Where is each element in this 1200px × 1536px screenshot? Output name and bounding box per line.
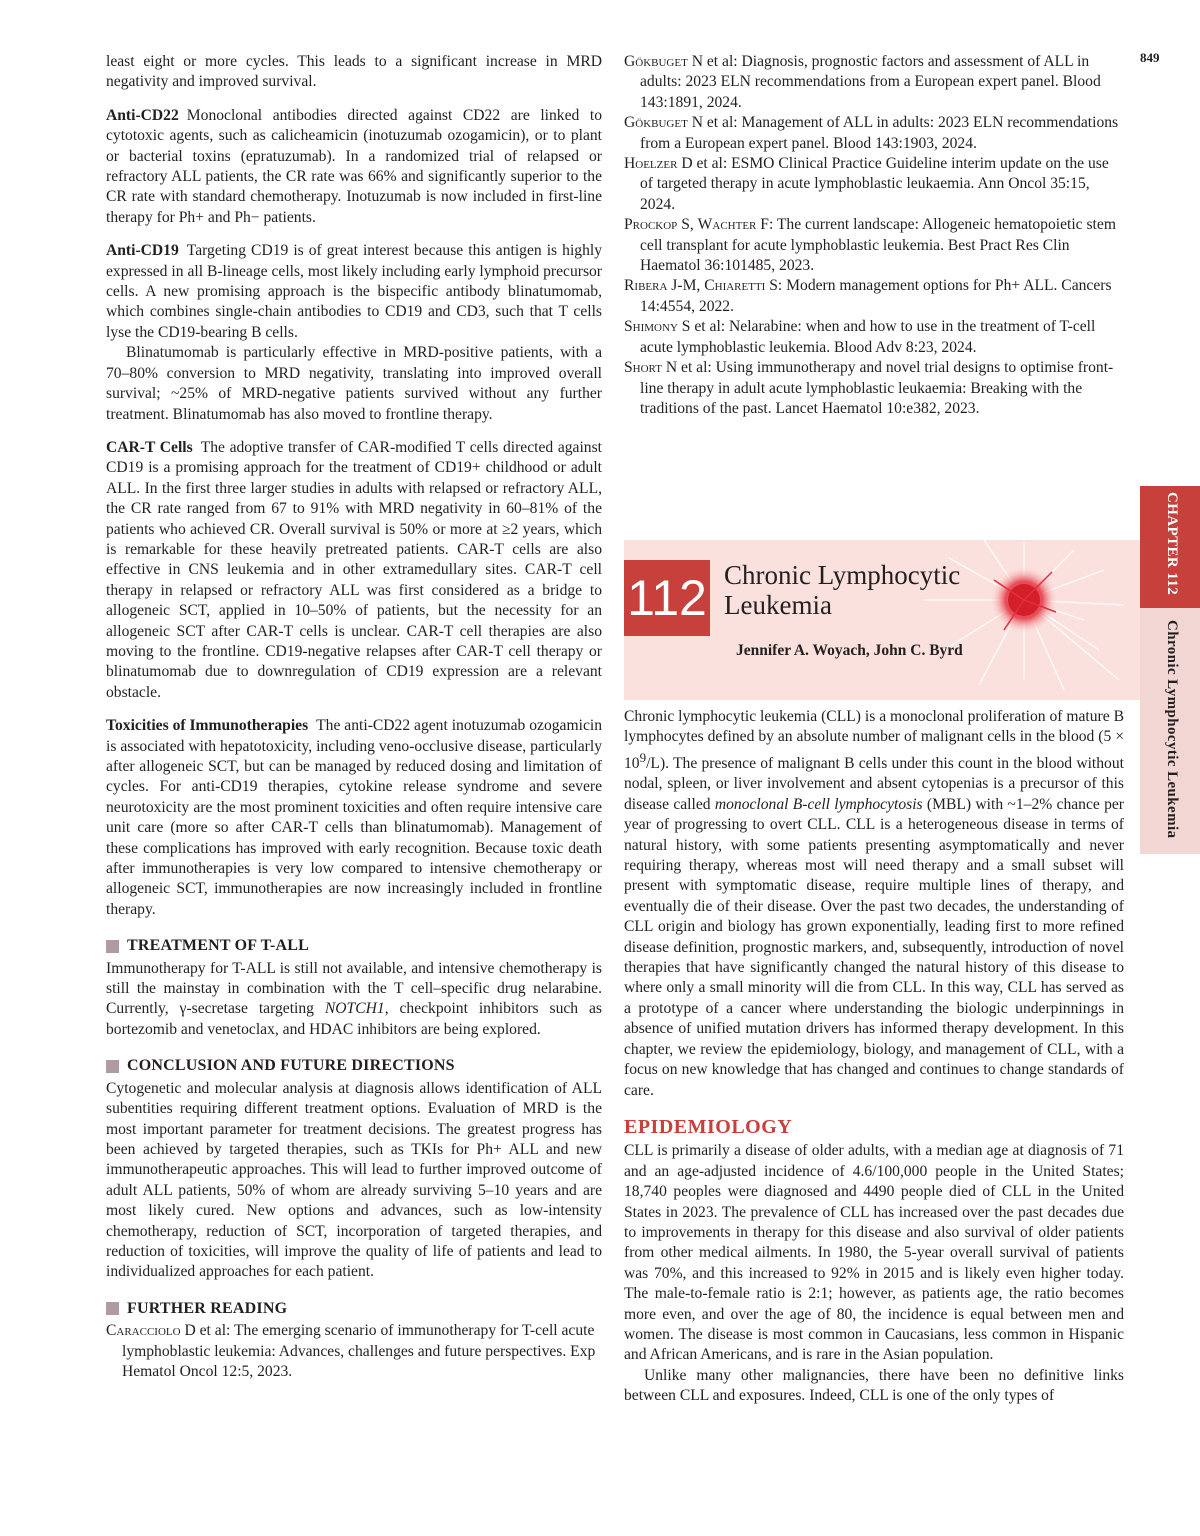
reference-item — [624, 276, 1124, 317]
t-all-text-a: Immunotherapy for T-ALL is still not available, and intensive chemotherapy is still the mainstay in combination with the T cell–specific drug nelarabine. Currently, γ-secretase targeting — [106, 959, 602, 1018]
reference-item — [106, 1321, 602, 1382]
car-t-paragraph — [106, 438, 602, 703]
reference-author: Chiaretti — [704, 277, 766, 295]
reference-item — [624, 358, 1124, 419]
t-all-gene: NOTCH1 — [324, 1000, 385, 1018]
intro-text-a: Chronic lymphocytic leukemia (CLL) is a monoclonal proliferation of mature B lymphocytes defined by an absolute number of malignant cells in the blood (5 × 10 — [624, 708, 1124, 772]
page-number: 849 — [1140, 50, 1160, 65]
anti-cd19-paragraph — [106, 241, 602, 343]
epidemiology-paragraph-2: Unlike many other malignancies, there have been no definitive links between CLL and exposures. Indeed, CLL is one of the only types of — [624, 1366, 1124, 1405]
chapter-title-line2: Leukemia — [724, 590, 832, 620]
reference-author: Prockop — [624, 216, 678, 234]
further-reading-heading — [106, 1299, 602, 1319]
reference-text: N et al: Diagnosis, prognostic factors and assessment of ALL in adults: 2023 ELN recommendations from a European expert panel. Blood 143:1891, 2024. — [640, 53, 1101, 111]
chapter-intro-paragraph — [624, 707, 1124, 1101]
reference-author: Short — [624, 359, 662, 377]
conclusion-paragraph: Cytogenetic and molecular analysis at diagnosis allows identification of ALL subentities requiring different treatment options. Evaluation of MRD is the most important parameter for treatment decisions. The greatest progress has been achieved by targeted therapies, such as TKIs for Ph+ ALL and new immunotherapeutic approaches. This will lead to further improved outcome of adult ALL patients, 50% of whom are already surviving 5–10 years and are most likely cured. New options and advances, such as low-intensity chemotherapy, reduction of SCT, incorporation of targeted therapies, and reduction of toxicities, will improve the quality of life of patients and lead to individualized approaches for each patient. — [106, 1079, 602, 1281]
anti-cd22-heading: Anti-CD22 — [106, 106, 179, 124]
intro-text-b: /L). The presence of malignant B cells under this count in the blood without nodal, spleen, or liver involvement and absent cytopenias is a precursor of this disease called — [624, 755, 1124, 813]
reference-author: Gökbuget — [624, 114, 688, 132]
further-reading-heading-text: FURTHER READING — [127, 1299, 288, 1317]
t-all-paragraph — [106, 959, 602, 1041]
chapter-title — [724, 560, 1024, 620]
reference-author: Caracciolo — [106, 1322, 181, 1340]
reference-text: S: Modern management options for Ph+ ALL. Cancers 14:4554, 2022. — [640, 277, 1112, 315]
reference-item — [624, 113, 1124, 154]
t-all-heading-text: TREATMENT OF T-ALL — [127, 937, 310, 955]
reference-item — [624, 154, 1124, 215]
reference-author: Shimony — [624, 318, 678, 336]
chapter-authors: Jennifer A. Woyach, John C. Byrd — [736, 642, 963, 659]
left-column — [106, 52, 602, 1382]
intro-term: monoclonal B-cell lymphocytosis — [714, 795, 923, 813]
anti-cd22-text: Monoclonal antibodies directed against CD22 are linked to cytotoxic agents, such as calicheamicin (inotuzumab ozogamicin), or to plant or bacterial toxins (epratuzumab). In a randomized trial of relapsed or refractory ALL patients, the CR rate was 66% and significantly superior to the CR rate with standard chemotherapy. Inotuzumab is now included in first-line therapy for Ph+ and Ph− patients. — [106, 106, 602, 226]
reference-text: S, — [677, 216, 698, 234]
car-t-heading: CAR-T Cells — [106, 438, 193, 456]
t-all-heading — [106, 936, 602, 956]
chapter-banner — [624, 540, 1140, 700]
car-t-text: The adoptive transfer of CAR-modified T cells directed against CD19 is a promising approach for the treatment of CD19+ childhood or adult ALL. In the first three larger studies in adults with relapsed or refractory ALL, the CR rate ranged from 67 to 91% with MRD negativity in 60–81% of the patients who achieved CR. Overall survival is 50% or more at ≥2 years, which is remarkable for these heavily pretreated patients. CAR-T cells are also effective in CNS leukemia and in other extramedullary sites. CAR-T cell therapy in relapsed or refractory ALL was first considered as a bridge to allogeneic SCT, applied in 10–50% of patients, but the necessity for an allogeneic SCT after CAR-T cells is unclear. CAR-T cell therapies are also moving to the frontline. CD19-negative relapses after CAR-T cell therapy or blinatumomab due to downregulation of CD19 expression are a relevant obstacle. — [106, 438, 602, 701]
toxicities-text: The anti-CD22 agent inotuzumab ozogamicin is associated with hepatotoxicity, including veno-occlusive disease, particularly after allogeneic SCT, but can be managed by reduced dosing and limitation of cycles. For anti-CD19 therapies, cytokine release syndrome and severe neurotoxicity are the most prominent toxicities and often require intensive care unit care (more so after CAR-T cells than blinatumomab). Management of these complications has improved with early recognition. Because toxic death after immunotherapies is very low compared to intensive chemotherapy or allogeneic SCT, immunotherapies are now increasingly included in frontline therapy. — [106, 717, 602, 918]
anti-cd19-heading: Anti-CD19 — [106, 242, 179, 260]
reference-author: Hoelzer — [624, 155, 678, 173]
intro-paragraph: least eight or more cycles. This leads to a significant increase in MRD negativity and improved survival. — [106, 53, 602, 91]
anti-cd22-paragraph — [106, 106, 602, 228]
reference-text: F: The current landscape: Allogeneic hematopoietic stem cell transplant for acute lymphoblastic leukemia. Best Pract Res Clin Haematol 36:101485, 2023. — [640, 216, 1116, 275]
intro-text-c: (MBL) with ~1–2% chance per year of progressing to overt CLL. CLL is a heterogeneous disease in terms of natural history, with some patients presenting asymptomatically and never requiring therapy, whereas most will need therapy and a small subset will present with symptomatic disease, require multiple lines of therapy, and eventually die of their disease. Over the past two decades, the understanding of CLL origin and biology has grown exponentially, leading first to more refined disease definition, prognostic markers, and, subsequently, introduction of novel therapies that have significantly changed the natural history of this disease to where only a small minority will die from CLL. In this way, CLL has served as a prototype of a cancer where understanding the biologic underpinnings in absence of unified mutation drivers has informed therapy development. In this chapter, we review the epidemiology, biology, and management of CLL, with a focus on new knowledge that has changed and continues to change standards of care. — [624, 795, 1125, 1099]
reference-author: Wachter — [697, 216, 757, 234]
reference-author: Gökbuget — [624, 53, 688, 70]
side-tab-chapter-label: CHAPTER 112 — [1164, 492, 1180, 596]
chapter-title-line1: Chronic Lymphocytic — [724, 560, 961, 590]
reference-text: D et al: The emerging scenario of immunotherapy for T-cell acute lymphoblastic leukemia: Advances, challenges and future perspectives. Exp Hematol Oncol 12:5, 2023. — [122, 1322, 596, 1380]
chapter-number: 112 — [624, 560, 710, 636]
reference-item — [624, 317, 1124, 358]
chapter-body — [624, 707, 1124, 1407]
reference-text: D et al: ESMO Clinical Practice Guideline interim update on the use of targeted therapy in acute lymphoblastic leukaemia. Ann Oncol 35:15, 2024. — [640, 155, 1109, 213]
t-all-text-b: , checkpoint inhibitors such as bortezomib and venetoclax, and HDAC inhibitors are being explored. — [106, 1000, 602, 1038]
reference-text: J-M, — [667, 277, 705, 295]
reference-item — [624, 215, 1124, 276]
conclusion-heading-text: CONCLUSION AND FUTURE DIRECTIONS — [127, 1057, 455, 1075]
toxicities-heading: Toxicities of Immunotherapies — [106, 717, 309, 735]
toxicities-paragraph — [106, 716, 602, 920]
reference-text: N et al: Using immunotherapy and novel trial designs to optimise front-line therapy in adult acute lymphoblastic leukaemia: Breaking with the traditions of the past. Lancet Haematol 10:e382, 2023. — [640, 359, 1114, 417]
section-square-icon — [106, 1302, 119, 1315]
conclusion-heading — [106, 1056, 602, 1076]
epidemiology-paragraph: CLL is primarily a disease of older adults, with a median age at diagnosis of 71 and an age-adjusted incidence of 4.6/100,000 people in the United States; 18,740 peoples were diagnosed and 4490 people died of CLL in the United States in 2023. The prevalence of CLL has increased over the past decades due to improvements in therapy for this disease and also survival of older patients from other medical ailments. In 1980, the 5-year overall survival of patients was 70%, and this increased to 92% in 2015 and is likely even higher today. The male-to-female ratio is 2:1; however, as patients age, the ratio becomes more even, and over the age of 80, the incidence is equal between men and women. The disease is most common in Caucasians, less common in Hispanic and African Americans, and is rare in the Asian population. — [624, 1142, 1124, 1364]
reference-text: S et al: Nelarabine: when and how to use in the treatment of T-cell acute lymphoblastic leukemia. Blood Adv 8:23, 2024. — [640, 318, 1096, 356]
reference-list — [624, 52, 1124, 419]
intro-superscript: 9 — [639, 749, 647, 765]
anti-cd19-text: Targeting CD19 is of great interest because this antigen is highly expressed in all B-lineage cells, most likely including early lymphoid precursor cells. A new promising approach is the bispecific antibody blinatumomab, which combines single-chain antibodies to CD19 and CD3, such that T cells lyse the CD19-bearing B cells. — [106, 242, 602, 341]
section-square-icon — [106, 940, 119, 953]
side-tab-chapter-title: Chronic Lymphocytic Leukemia — [1164, 620, 1180, 839]
epidemiology-heading: EPIDEMIOLOGY — [624, 1115, 793, 1138]
reference-text: N et al: Management of ALL in adults: 2023 ELN recommendations from a European expert panel. Blood 143:1903, 2024. — [640, 114, 1119, 152]
chapter-side-tab — [1140, 486, 1200, 854]
blinatumomab-paragraph: Blinatumomab is particularly effective in MRD-positive patients, with a 70–80% conversion to MRD negativity, translating into improved overall survival; ~25% of MRD-negative patients survived without any further treatment. Blinatumomab has also moved to frontline therapy. — [106, 344, 602, 423]
reference-item — [624, 52, 1124, 113]
section-square-icon — [106, 1060, 119, 1073]
reference-author: Ribera — [624, 277, 668, 295]
side-tab-text — [1163, 492, 1180, 838]
